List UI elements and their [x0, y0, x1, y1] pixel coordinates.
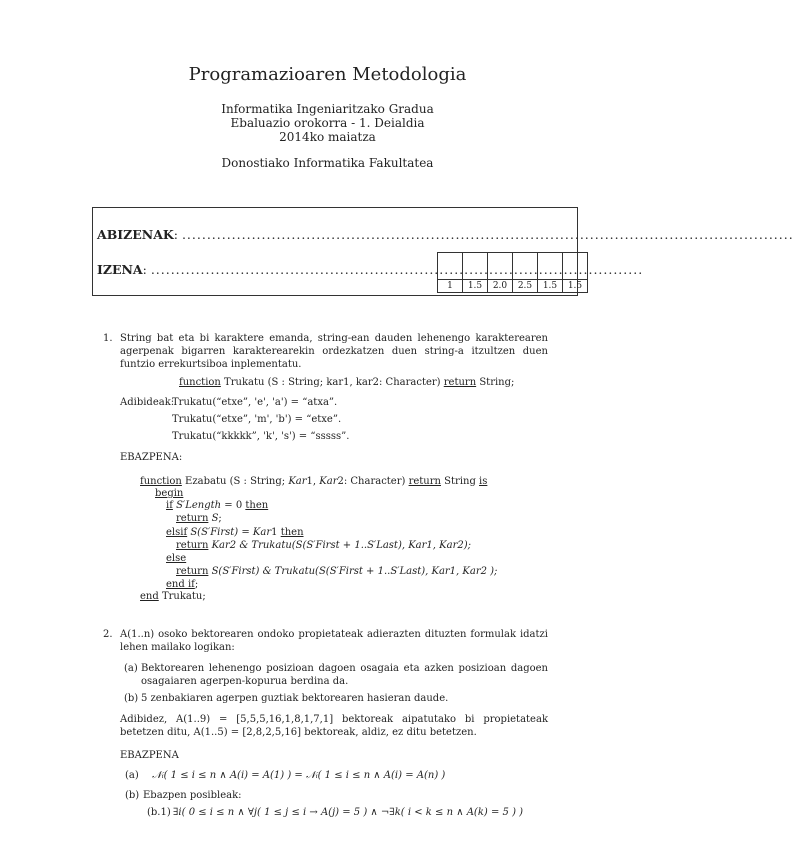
grade-cell[interactable] [438, 253, 463, 280]
q2-sol-b-text: Ebazpen posibleak: [143, 790, 242, 801]
degree-line: Informatika Ingeniaritzako Gradua [221, 102, 434, 116]
kw-function: function [179, 377, 221, 388]
grade-cell[interactable] [488, 253, 513, 280]
q1-number: 1. [103, 333, 113, 344]
grade-weight: 1.5 [463, 280, 488, 293]
code-text: Trukatu; [158, 591, 206, 602]
code-line-6 [176, 539, 471, 552]
date-line: 2014ko maiatza [279, 130, 376, 144]
q2-sol-b-label: (b) [125, 790, 140, 801]
example-1: Trukatu(“etxe”, 'e', 'a') = “atxa”. [172, 397, 338, 408]
code-expr: S′Length [172, 500, 222, 511]
code-text: ; [218, 513, 222, 524]
example-2: Trukatu(“etxe”, 'm', 'b') = “etxe”. [172, 414, 342, 425]
q2-solution-label: EBAZPENA [120, 750, 179, 761]
q2-item-b-text: 5 zenbakiaren agerpen guztiak bektorearen hasieran daude. [141, 693, 449, 704]
code-text: Ezabatu (S : String; [181, 476, 289, 487]
q2-sol-a: 𝒩ᵢ( 1 ≤ i ≤ n ∧ A(i) = A(1) ) = 𝒩ᵢ( 1 ≤ i ≤ n ∧ A(i) = A(n) ) [152, 770, 446, 781]
name-label: IZENA [97, 262, 143, 277]
code-expr: Kar2 & Trukatu(S(S′First + 1..S′Last), Kar1, Kar2); [208, 540, 471, 551]
kw-is: is [479, 476, 488, 487]
q2-sol-a-label: (a) [125, 770, 139, 781]
grade-table [437, 252, 588, 293]
grade-weight: 1.5 [538, 280, 563, 293]
kw-then: then [280, 527, 304, 538]
q2-example: Adibidez, A(1..9) = [5,5,5,16,1,8,1,7,1] bektoreak aipatutako bi propietateak betetzen ditu, A(1..5) = [2,8,2,5,16] bektoreak, aldiz, ez ditu betetzen. [120, 714, 548, 738]
code-line-1 [140, 475, 487, 488]
example-3: Trukatu(“kkkkk”, 'k', 's') = “sssss”. [172, 431, 350, 442]
code-line-4 [176, 512, 222, 525]
kw-return: return [176, 513, 209, 524]
code-var: S [208, 513, 219, 524]
kw-return: return [443, 377, 477, 388]
grade-cell[interactable] [463, 253, 488, 280]
q1-solution-label: EBAZPENA: [120, 452, 183, 463]
code-line-5 [166, 526, 304, 539]
kw-return: return [408, 476, 441, 487]
kw-end-if: end if [166, 579, 195, 590]
grade-cell[interactable] [538, 253, 563, 280]
q2-statement: A(1..n) osoko bektorearen ondoko propietateak adierazten dituzten formulak idatzi lehen mailako logikan: [120, 629, 548, 653]
code-line-7: else [166, 553, 187, 564]
exam-line: Ebaluazio orokorra - 1. Deialdia [230, 116, 425, 130]
code-line-8 [176, 565, 497, 578]
code-var: Kar [288, 476, 307, 487]
document-title: Programazioaren Metodologia [188, 64, 467, 85]
code-expr: S(S′First) & Trukatu(S(S′First + 1..S′Last), Kar1, Kar2 ); [208, 566, 498, 577]
grade-weight: 1.5 [563, 280, 588, 293]
kw-if: if [166, 500, 173, 511]
code-text: = 0 [221, 500, 246, 511]
code-text: 1 [271, 527, 281, 538]
q2-item-a-label: (a) [124, 663, 138, 674]
grade-weight: 2.0 [488, 280, 513, 293]
surname-label: ABIZENAK [97, 227, 174, 242]
q2-number: 2. [103, 629, 113, 640]
code-var: Kar [319, 476, 338, 487]
code-text: ; [194, 579, 199, 590]
kw-then: then [245, 500, 269, 511]
code-text: String [440, 476, 480, 487]
kw-end: end [140, 591, 159, 602]
grade-weight: 1 [438, 280, 463, 293]
grade-cell[interactable] [563, 253, 588, 280]
code-text: 2: Character) [337, 476, 409, 487]
kw-return: return [176, 566, 209, 577]
surname-field[interactable]: ........................................................................................................................... [181, 227, 794, 242]
q2-sol-b1-label: (b.1) [147, 807, 171, 818]
signature-params: Trukatu (S : String; kar1, kar2: Character) [220, 377, 444, 388]
q2-sol-b1: ∃i( 0 ≤ i ≤ n ∧ ∀j( 1 ≤ j ≤ i → A(j) = 5 ) ∧ ¬∃k( i < k ≤ n ∧ A(k) = 5 ) ) [173, 807, 524, 818]
grade-cell[interactable] [513, 253, 538, 280]
kw-function: function [140, 476, 182, 487]
surname-row: ABIZENAK: ........................................................................................................................... [97, 227, 794, 242]
name-row: IZENA: ................................................................................................... [97, 262, 644, 277]
kw-elsif: elsif [166, 527, 188, 538]
q2-item-a-text: Bektorearen lehenengo posizioan dagoen osagaia eta azken posizioan dagoen osagaiaren agerpen-kopurua berdina da. [141, 663, 548, 687]
signature-end: String; [476, 377, 515, 388]
code-expr: S(S′First) = Kar [187, 527, 272, 538]
code-text: 1, [306, 476, 320, 487]
code-line-3 [166, 499, 268, 512]
examples-label: Adibideak: [120, 397, 175, 408]
code-line-2: begin [155, 488, 184, 499]
q1-statement: String bat eta bi karaktere emanda, string-ean dauden lehenengo karakterearen agerpenak bigarren karakterearekin ordezkatzen duen string-a itzultzen duen funtzio errekurtsiboa inplementatu. [120, 333, 548, 370]
q1-signature [179, 376, 514, 389]
name-field[interactable]: ................................................................................................... [150, 262, 644, 277]
kw-return: return [176, 540, 209, 551]
faculty-line: Donostiako Informatika Fakultatea [221, 156, 434, 170]
grade-weight: 2.5 [513, 280, 538, 293]
code-line-10 [140, 590, 206, 603]
q2-item-b-label: (b) [124, 693, 139, 704]
